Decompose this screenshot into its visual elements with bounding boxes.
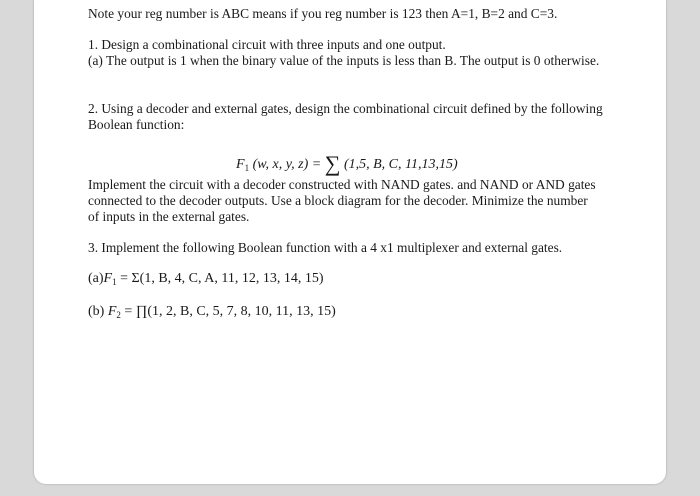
question-2-line-1: 2. Using a decoder and external gates, design the combinational circuit defined by the following <box>88 101 603 116</box>
question-1-title: 1. Design a combinational circuit with three inputs and one output. <box>88 37 446 52</box>
intro-text: Note your reg number is ABC means if you reg number is 123 then A=1, B=2 and C=3. <box>88 6 558 21</box>
formula-3b-op: ∏ <box>135 304 148 319</box>
formula-3b-eq: = <box>120 304 136 319</box>
formula-3a-op: Σ <box>131 271 140 286</box>
question-2-line-2: Boolean function: <box>88 117 185 132</box>
formula-q2-args: (w, x, y, z) = <box>252 157 322 172</box>
formula-3a-name: F <box>103 271 113 286</box>
formula-3b-name: F <box>107 304 117 319</box>
formula-q2-terms: (1,5, B, C, 11,13,15) <box>343 157 458 172</box>
formula-3a-label: (a) <box>88 271 104 286</box>
formula-3b-sub: 2 <box>116 310 121 320</box>
question-2-impl-2: connected to the decoder outputs. Use a block diagram for the decoder. Minimize the number <box>88 193 588 208</box>
question-2-impl-1: Implement the circuit with a decoder constructed with NAND gates. and NAND or AND gates <box>88 177 596 192</box>
formula-3b-terms: (1, 2, B, C, 5, 7, 8, 10, 11, 13, 15) <box>147 304 336 319</box>
formula-q2 <box>236 148 458 174</box>
formula-3a-eq: = <box>116 271 132 286</box>
formula-3a <box>88 271 324 287</box>
formula-3b <box>88 304 336 320</box>
formula-3a-sub: 1 <box>112 277 117 287</box>
formula-q2-sub: 1 <box>244 163 250 173</box>
question-3-title: 3. Implement the following Boolean function with a 4 x1 multiplexer and external gates. <box>88 240 563 255</box>
question-2-impl-3: of inputs in the external gates. <box>88 209 250 224</box>
formula-3b-label: (b) <box>88 304 108 319</box>
formula-3a-terms: (1, B, 4, C, A, 11, 12, 13, 14, 15) <box>139 271 324 286</box>
question-1-part-a: (a) The output is 1 when the binary value of the inputs is less than B. The output is 0 otherwise. <box>88 53 600 68</box>
formula-q2-name: F <box>236 157 245 172</box>
formula-q2-sigma: ∑ <box>324 151 341 176</box>
